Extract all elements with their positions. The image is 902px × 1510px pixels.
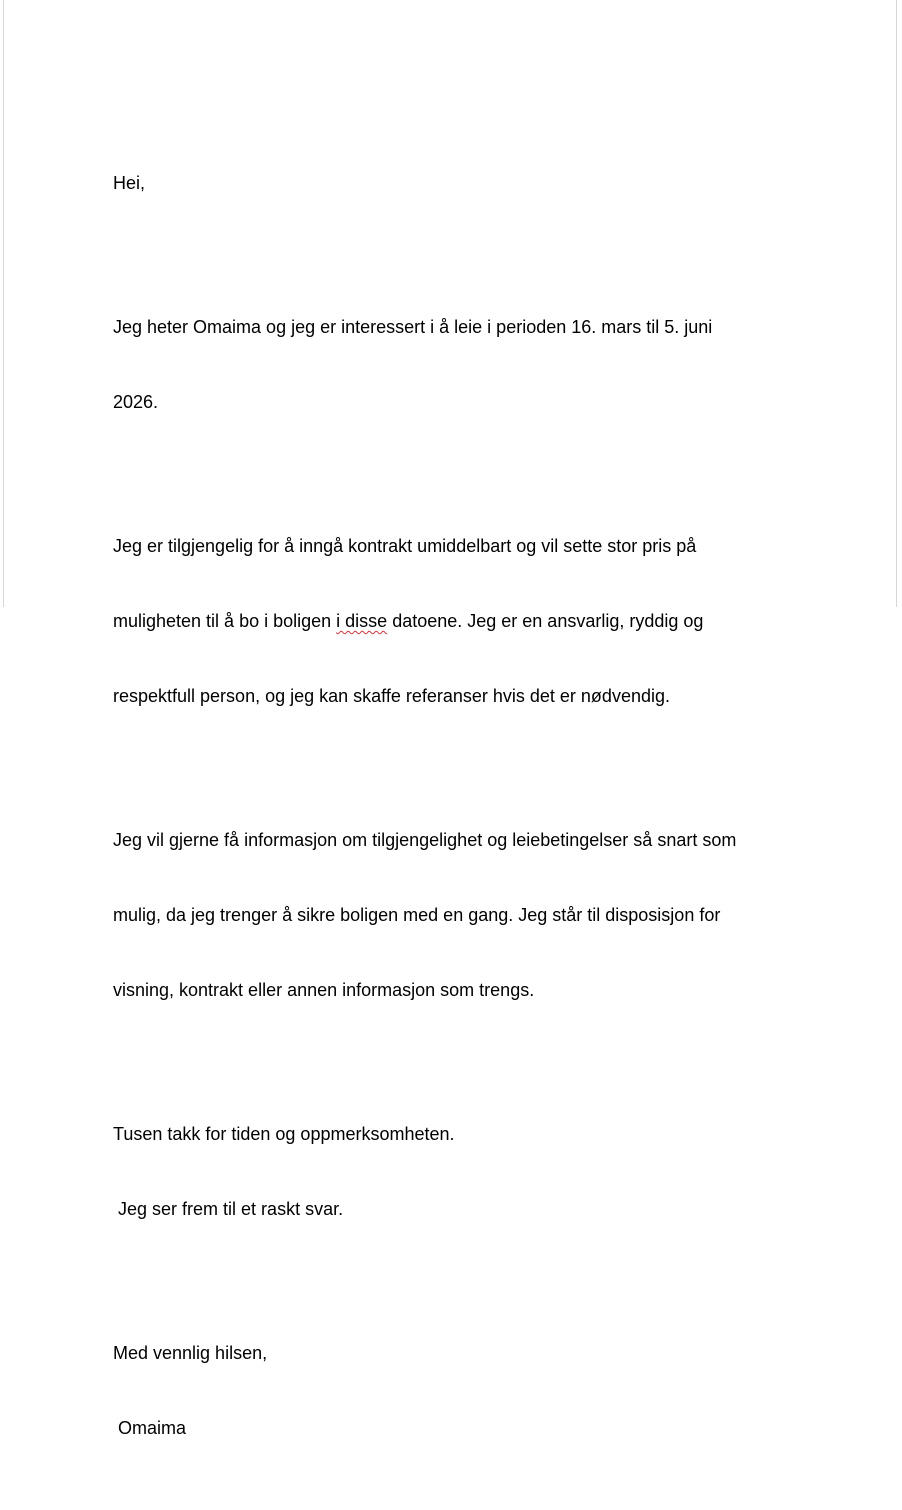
- document-page: [3, 0, 897, 1438]
- availability-line-3: respektfull person, og jeg kan skaffe referanser hvis det er nødvendig.: [113, 686, 670, 706]
- availability-paragraph: [113, 484, 813, 759]
- intro-paragraph: [113, 265, 813, 465]
- availability-line-2-start: muligheten til å bo i boligen: [113, 611, 337, 631]
- intro-line-1: Jeg heter Omaima og jeg er interessert i å leie i perioden 16. mars til 5. juni: [113, 317, 713, 337]
- signature-name: Omaima: [113, 1418, 187, 1438]
- request-line-1: Jeg vil gjerne få informasjon om tilgjengelighet og leiebetingelser så snart som: [113, 830, 737, 850]
- availability-line-1: Jeg er tilgjengelig for å inngå kontrakt umiddelbart og vil sette stor pris på: [113, 536, 697, 556]
- thanks-line-2: Jeg ser frem til et raskt svar.: [113, 1199, 344, 1219]
- spellcheck-flagged-phrase[interactable]: i disse: [336, 611, 388, 631]
- greeting-line: Hei,: [113, 173, 146, 193]
- availability-line-2-end: datoene. Jeg er en ansvarlig, ryddig og: [387, 611, 704, 631]
- document-body[interactable]: [113, 121, 813, 1510]
- closing-paragraph: [113, 1291, 813, 1491]
- intro-line-2: 2026.: [113, 392, 159, 412]
- availability-line-2: [113, 609, 813, 634]
- request-paragraph: [113, 778, 813, 1053]
- thanks-line-1: Tusen takk for tiden og oppmerksomheten.: [113, 1124, 455, 1144]
- request-line-3: visning, kontrakt eller annen informasjon som trengs.: [113, 980, 535, 1000]
- request-line-2: mulig, da jeg trenger å sikre boligen med en gang. Jeg står til disposisjon for: [113, 905, 721, 925]
- closing-line-1: Med vennlig hilsen,: [113, 1343, 268, 1363]
- greeting-paragraph: [113, 121, 813, 246]
- thanks-paragraph: [113, 1072, 813, 1272]
